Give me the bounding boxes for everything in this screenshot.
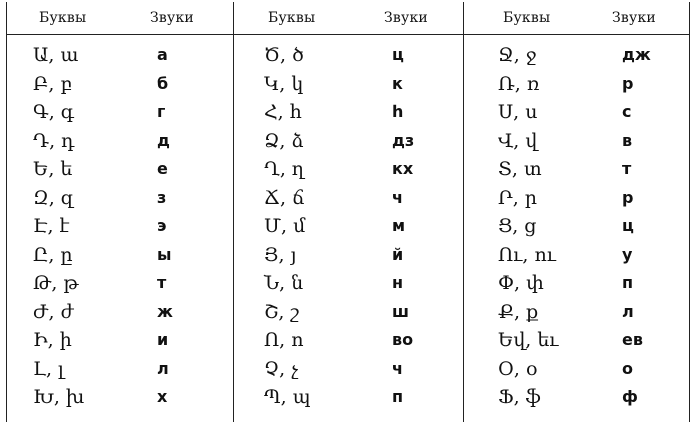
armenian-letter: Տ, տ: [498, 158, 542, 180]
sound-value: т: [622, 159, 632, 178]
armenian-letter: Ց, ց: [498, 215, 537, 237]
letter-rows: [464, 44, 689, 415]
sound-value: дз: [392, 130, 415, 150]
armenian-letter: Շ, շ: [264, 300, 300, 323]
armenian-letter: Ք, ք: [498, 300, 539, 323]
table-row: [464, 329, 689, 358]
sound-value: т: [157, 273, 167, 292]
table-row: [234, 44, 463, 73]
table-row: [464, 44, 689, 73]
armenian-letter: Եվ, եւ: [498, 329, 559, 351]
sound-value: с: [622, 102, 632, 121]
sound-value: кх: [392, 159, 414, 178]
armenian-letter: Բ, բ: [33, 72, 73, 95]
armenian-letter: Ե, ե: [33, 158, 73, 180]
sound-value: г: [157, 102, 166, 121]
table-row: [464, 358, 689, 387]
table-row: [464, 130, 689, 159]
table-row: [234, 73, 463, 102]
armenian-letter: Դ, դ: [33, 129, 75, 152]
letters-column-header: Буквы: [39, 10, 87, 26]
table-row: [234, 272, 463, 301]
armenian-letter: Ա, ա: [33, 44, 79, 66]
table-row: [464, 272, 689, 301]
sound-value: во: [392, 330, 414, 349]
armenian-letter: Ս, ս: [498, 101, 538, 123]
sound-value: дж: [622, 45, 651, 64]
sound-value: п: [622, 273, 634, 292]
table-row: [7, 158, 233, 187]
sound-value: ев: [622, 330, 643, 349]
sound-value: ы: [157, 244, 172, 264]
table-row: [234, 358, 463, 387]
table-row: [7, 130, 233, 159]
table-row: [464, 158, 689, 187]
table-row: [464, 101, 689, 130]
sound-value: р: [622, 73, 634, 93]
table-row: [464, 244, 689, 273]
armenian-letter: Ն, ն: [264, 272, 304, 294]
sound-value: з: [157, 187, 167, 207]
panel-header: [7, 2, 233, 35]
sound-value: ч: [392, 358, 403, 378]
sound-value: о: [622, 358, 633, 378]
sound-value: й: [392, 244, 404, 264]
table-row: [234, 130, 463, 159]
sound-value: л: [157, 358, 169, 378]
sound-value: у: [622, 244, 633, 264]
armenian-letter: Ի, ի: [33, 329, 72, 351]
sound-value: э: [157, 216, 167, 235]
table-row: [234, 101, 463, 130]
table-row: [7, 215, 233, 244]
sound-value: һ: [392, 102, 404, 121]
sound-value: д: [157, 130, 170, 150]
sound-value: л: [622, 301, 634, 321]
armenian-letter: Պ, պ: [264, 386, 311, 408]
armenian-letter: Ծ, ծ: [264, 44, 304, 66]
letter-rows: [234, 44, 463, 415]
armenian-letter: Մ, մ: [264, 215, 306, 237]
armenian-letter: Ո, ո: [264, 329, 304, 351]
table-row: [464, 386, 689, 415]
armenian-letter: Հ, հ: [264, 101, 302, 123]
sound-value: п: [392, 387, 404, 406]
table-panel-3: [463, 2, 689, 422]
armenian-letter: Ջ, ջ: [498, 44, 537, 66]
sound-value: х: [157, 387, 168, 406]
armenian-letter: Ը, ը: [33, 243, 73, 266]
sound-value: ш: [392, 301, 409, 321]
table-row: [234, 215, 463, 244]
panel-header: [464, 2, 689, 35]
table-row: [234, 187, 463, 216]
sounds-column-header: Звуки: [384, 10, 428, 26]
sound-value: н: [392, 273, 404, 292]
table-row: [7, 272, 233, 301]
table-row: [7, 101, 233, 130]
table-row: [464, 73, 689, 102]
letter-rows: [7, 44, 233, 415]
armenian-letter: Ր, ր: [498, 186, 538, 209]
panel-header: [234, 2, 463, 35]
armenian-letter: Խ, խ: [33, 386, 85, 408]
armenian-letter: Զ, զ: [33, 186, 74, 209]
armenian-letter: Օ, օ: [498, 357, 538, 380]
table-row: [7, 329, 233, 358]
table-row: [7, 301, 233, 330]
table-row: [7, 386, 233, 415]
table-row: [7, 44, 233, 73]
sound-value: ж: [157, 301, 173, 321]
armenian-letter: Ճ, ճ: [264, 186, 305, 209]
sound-value: и: [157, 330, 169, 349]
table-row: [7, 358, 233, 387]
sound-value: е: [157, 159, 168, 178]
armenian-letter: Յ, յ: [264, 243, 297, 266]
armenian-letter: Լ, լ: [33, 357, 64, 380]
sound-value: ц: [392, 45, 404, 64]
sound-value: ч: [392, 187, 403, 207]
table-row: [464, 215, 689, 244]
armenian-letter: Ռ, ռ: [498, 72, 540, 95]
table-row: [234, 329, 463, 358]
armenian-letter: Ժ, ժ: [33, 300, 74, 323]
armenian-letter: Թ, թ: [33, 272, 79, 294]
sound-value: а: [157, 45, 168, 64]
table-row: [234, 301, 463, 330]
sound-value: м: [392, 216, 406, 235]
armenian-letter: Վ, վ: [498, 129, 538, 152]
table-row: [7, 244, 233, 273]
armenian-letter: Գ, գ: [33, 101, 74, 123]
armenian-letter: Ու, ու: [498, 243, 556, 266]
table-row: [234, 158, 463, 187]
table-row: [464, 301, 689, 330]
table-panel-2: [233, 2, 463, 422]
sound-value: к: [392, 73, 403, 93]
armenian-letter: Ֆ, ֆ: [498, 386, 542, 408]
armenian-letter: Կ, կ: [264, 72, 304, 95]
table-row: [7, 187, 233, 216]
sound-value: б: [157, 73, 169, 93]
sound-value: р: [622, 187, 634, 207]
table-row: [234, 386, 463, 415]
sounds-column-header: Звуки: [612, 10, 656, 26]
armenian-letter: Չ, չ: [264, 357, 299, 380]
armenian-letter: Ղ, ղ: [264, 158, 304, 180]
sound-value: ф: [622, 387, 638, 406]
table-row: [464, 187, 689, 216]
armenian-letter: Ձ, ձ: [264, 129, 304, 152]
letters-column-header: Буквы: [268, 10, 316, 26]
sound-value: в: [622, 130, 633, 150]
sound-value: ц: [622, 216, 634, 235]
table-row: [7, 73, 233, 102]
sounds-column-header: Звуки: [150, 10, 194, 26]
alphabet-table: [6, 2, 690, 422]
armenian-letter: Է, է: [33, 215, 70, 237]
letters-column-header: Буквы: [503, 10, 551, 26]
armenian-letter: Փ, փ: [498, 272, 544, 294]
table-panel-1: [7, 2, 233, 422]
table-row: [234, 244, 463, 273]
